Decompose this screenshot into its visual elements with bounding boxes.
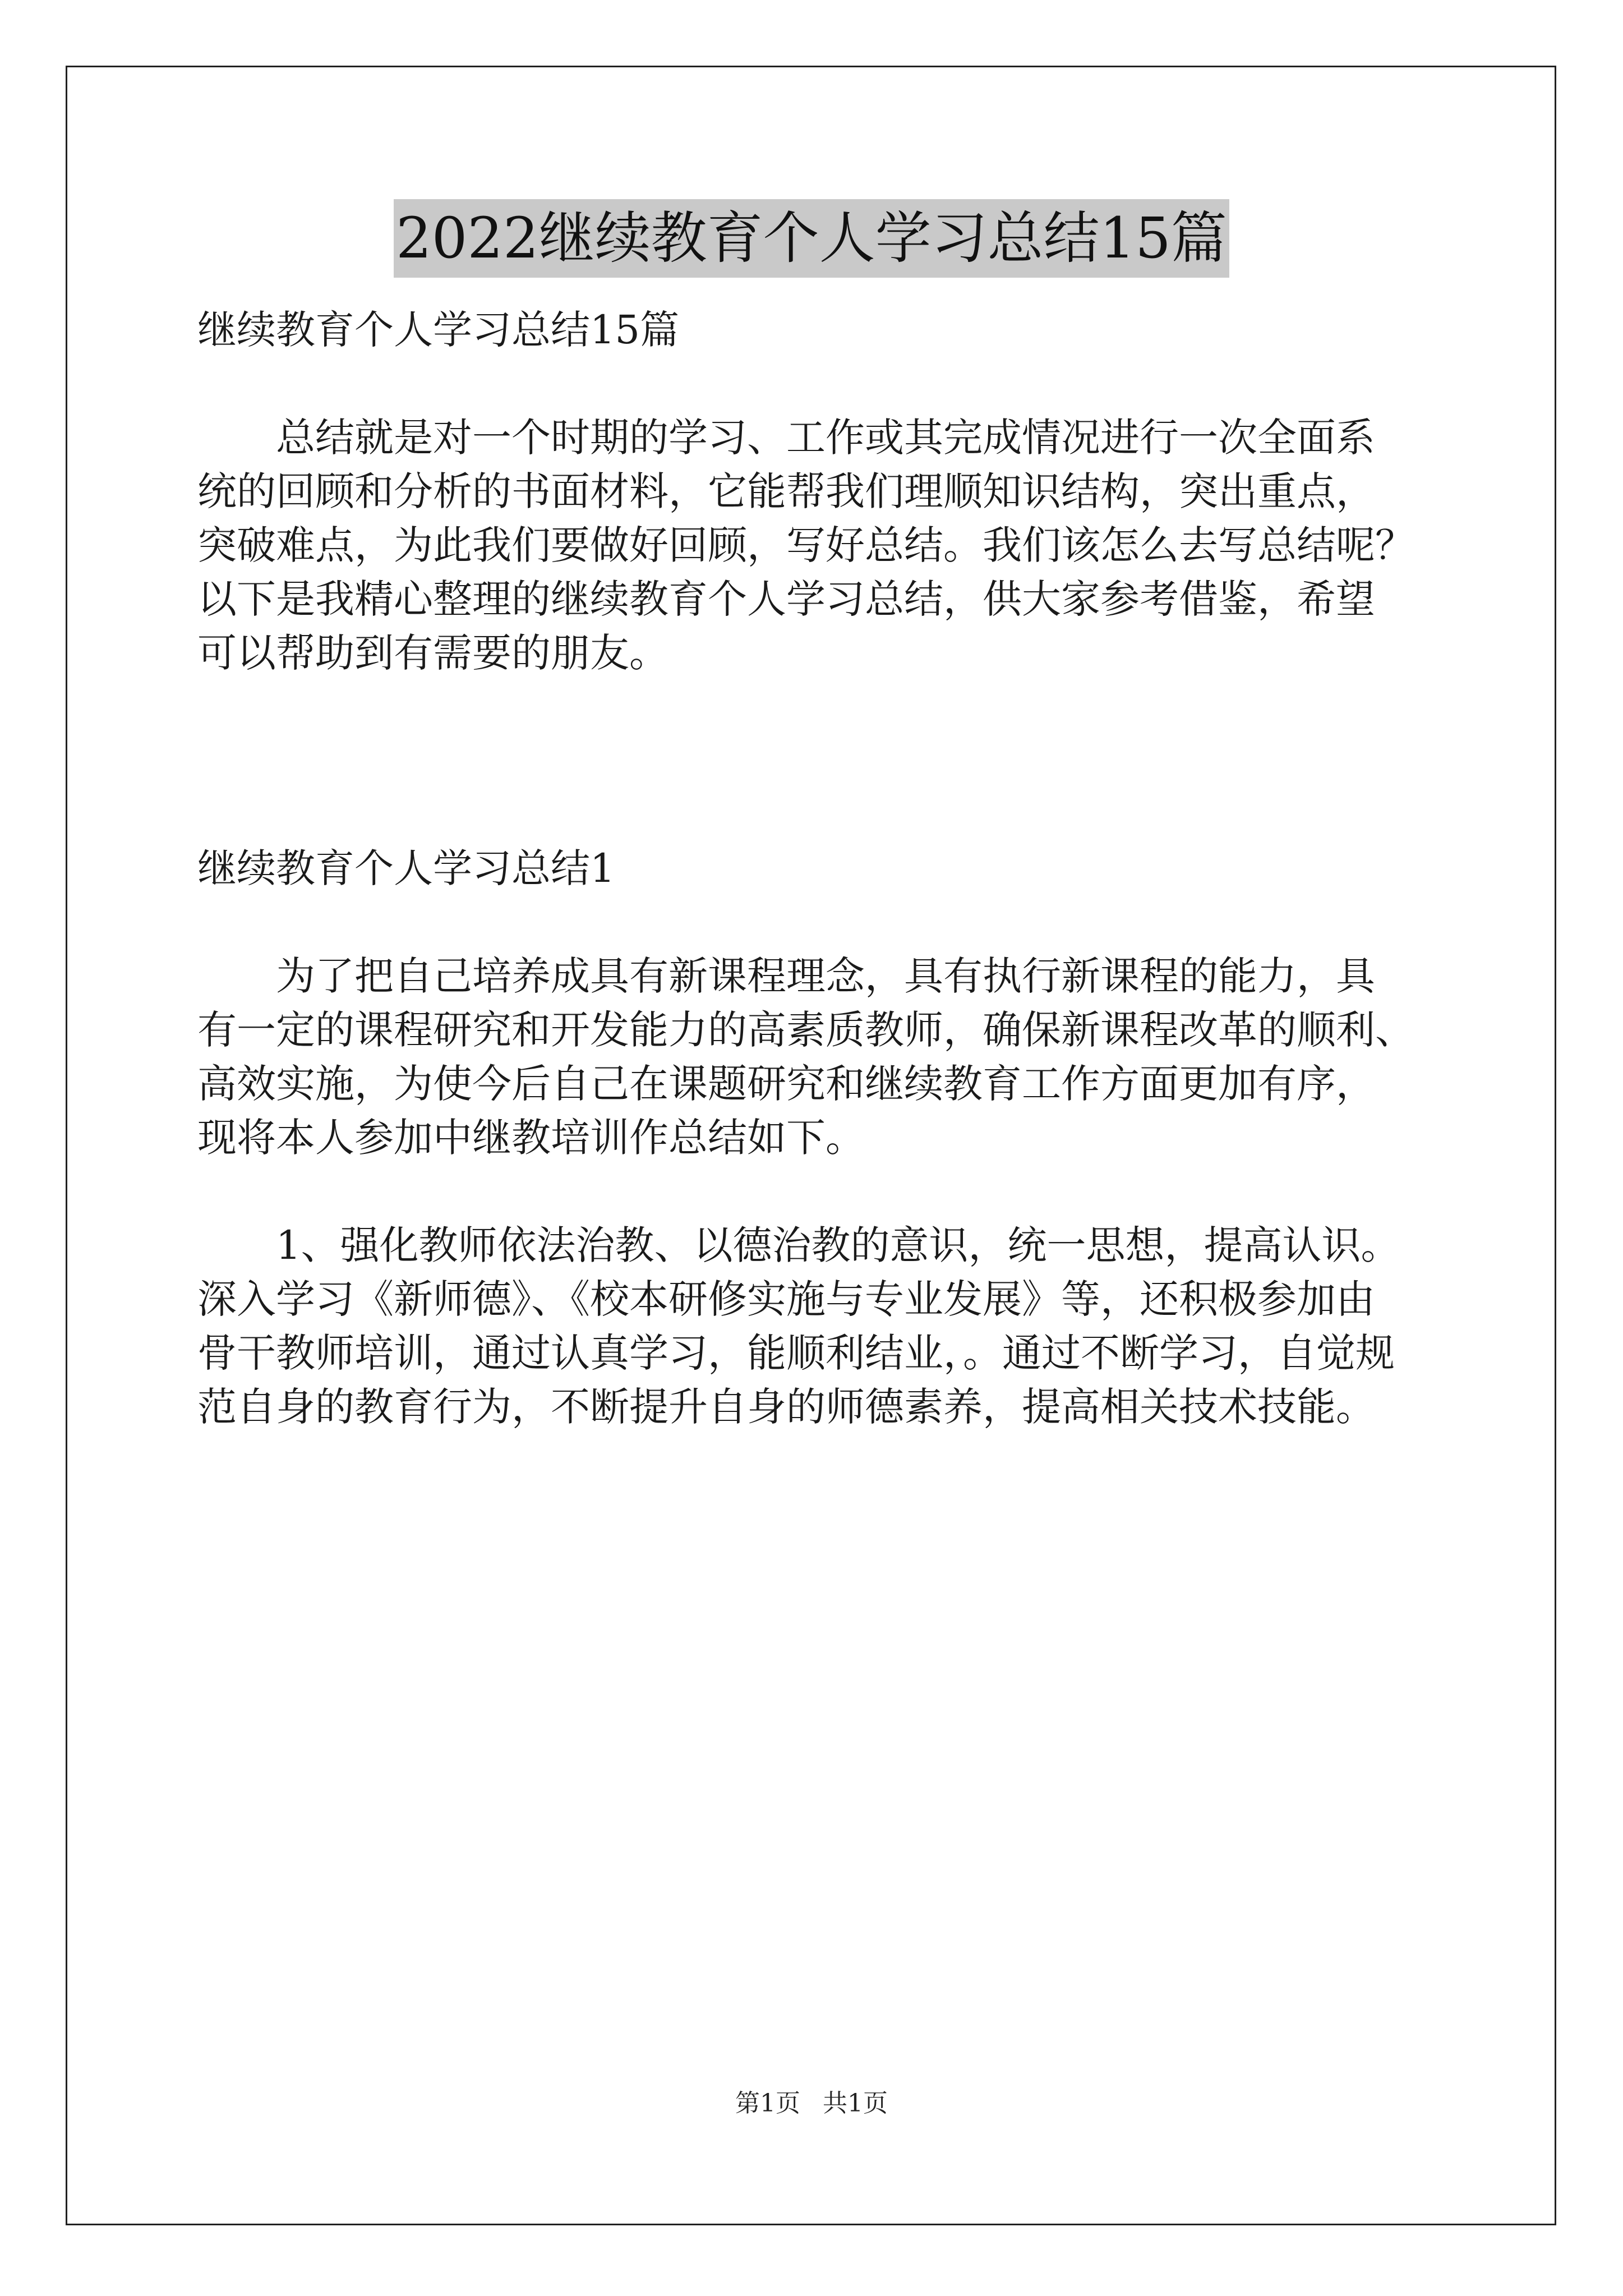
paragraph-line: 骨干教师培训，通过认真学习，能顺利结业，。通过不断学习，自觉规 bbox=[197, 1330, 1395, 1376]
paragraph-line: 为了把自己培养成具有新课程理念，具有执行新课程的能力，具 bbox=[276, 953, 1375, 999]
intro-line: 总结就是对一个时期的学习、工作或其完成情况进行一次全面系 bbox=[276, 415, 1375, 461]
subtitle: 继续教育个人学习总结15篇 bbox=[197, 307, 680, 353]
paragraph-line: 现将本人参加中继教培训作总结如下。 bbox=[197, 1115, 865, 1161]
intro-line: 可以帮助到有需要的朋友。 bbox=[197, 630, 668, 676]
intro-line: 突破难点，为此我们要做好回顾，写好总结。我们该怎么去写总结呢？ bbox=[197, 522, 1414, 568]
section-heading: 继续教育个人学习总结1 bbox=[197, 845, 615, 891]
paragraph-line: 深入学习《新师德》、《校本研修实施与专业发展》等，还积极参加由 bbox=[197, 1276, 1375, 1322]
paragraph-line: 高效实施，为使今后自己在课题研究和继续教育工作方面更加有序， bbox=[197, 1061, 1375, 1107]
document-title: 2022继续教育个人学习总结15篇 bbox=[394, 199, 1229, 278]
intro-line: 统的回顾和分析的书面材料，它能帮我们理顺知识结构，突出重点， bbox=[197, 468, 1375, 514]
paragraph-line: 1、强化教师依法治教、以德治教的意识，统一思想，提高认识。 bbox=[276, 1222, 1400, 1268]
document-body bbox=[197, 303, 1426, 1434]
title-block bbox=[0, 199, 1623, 278]
page-total: 共1页 bbox=[823, 2089, 888, 2118]
page-number: 第1页 bbox=[735, 2089, 800, 2118]
intro-line: 以下是我精心整理的继续教育个人学习总结，供大家参考借鉴，希望 bbox=[197, 576, 1375, 622]
paragraph-line: 有一定的课程研究和开发能力的高素质教师，确保新课程改革的顺利、 bbox=[197, 1007, 1414, 1053]
page-footer bbox=[0, 2087, 1623, 2120]
paragraph-line: 范自身的教育行为，不断提升自身的师德素养，提高相关技术技能。 bbox=[197, 1384, 1375, 1430]
